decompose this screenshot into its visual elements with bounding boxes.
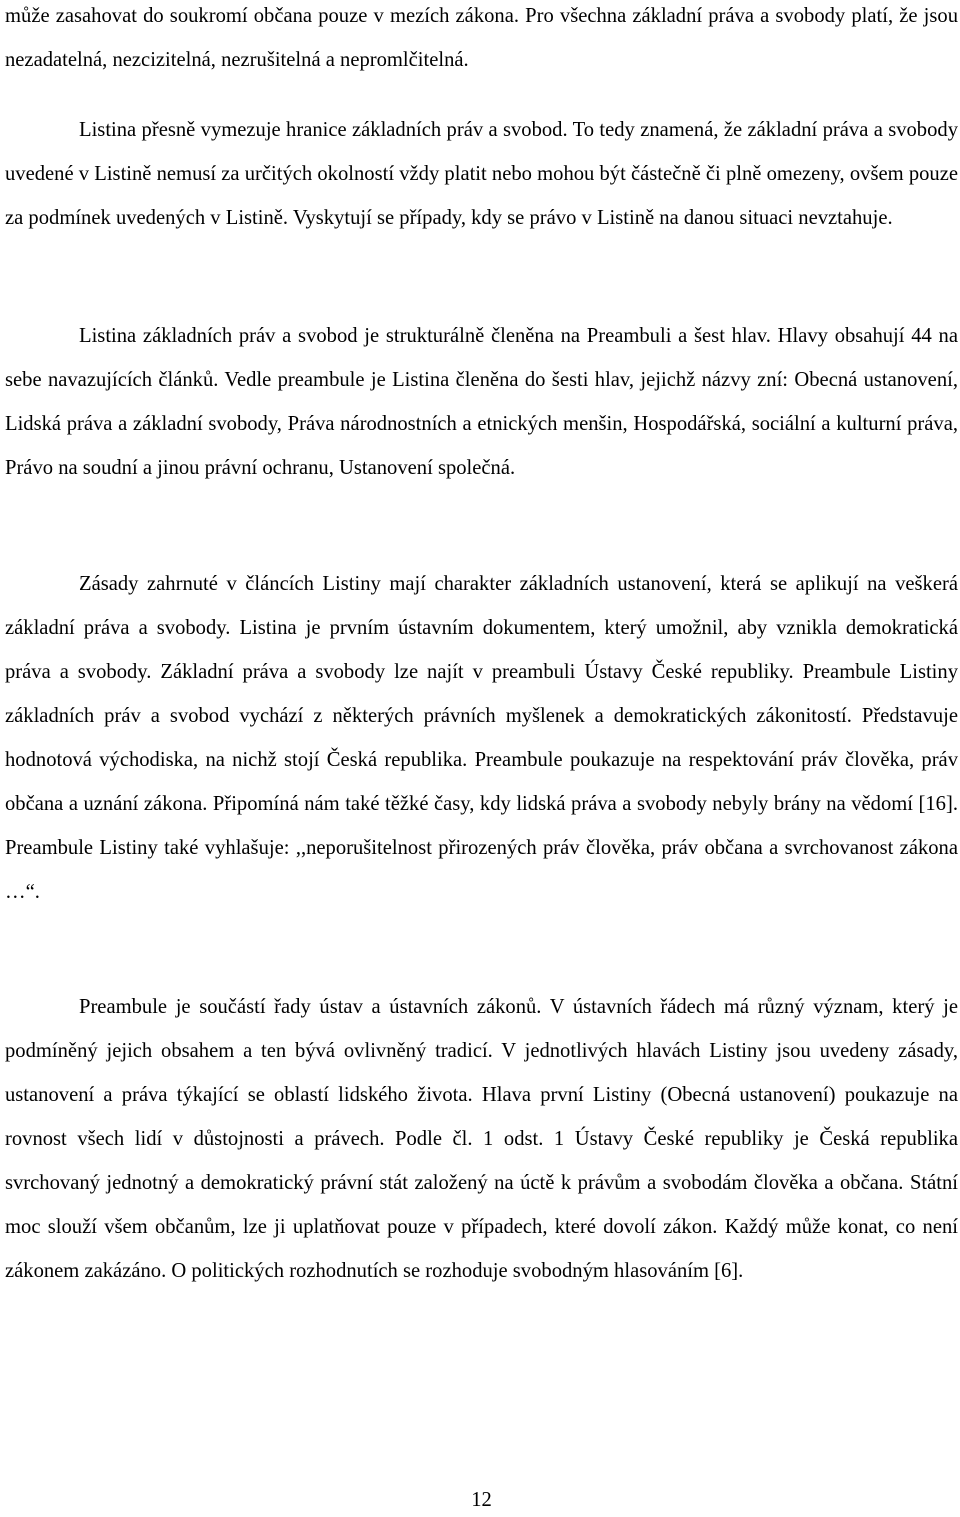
paragraph-continuation: může zasahovat do soukromí občana pouze v mezích zákona. Pro všechna základní práva a svobody platí, že jsou nezadatelná, nezcizitelná, nezrušitelná a nepromlčitelná.	[5, 5, 958, 71]
paragraph-structure-of-charter: Listina základních práv a svobod je strukturálně členěna na Preambuli a šest hlav. Hlavy obsahují 44 na sebe navazujících článků. Vedle preambule je Listina členěna do šesti hlav, jejichž názvy zní: Obecná ustanovení, Lidská práva a základní svobody, Práva národnostních a etnických menšin, Hospodářská, sociální a kulturní práva, Právo na soudní a jinou právní ochranu, Ustanovení společná.	[5, 325, 958, 479]
paragraph-limits-of-rights: Listina přesně vymezuje hranice základních práv a svobod. To tedy znamená, že základní práva a svobody uvedené v Listině nemusí za určitých okolností vždy platit nebo mohou být částečně či plně omezeny, ovšem pouze za podmínek uvedených v Listině. Vyskytují se případy, kdy se právo v Listině na danou situaci nevztahuje.	[5, 119, 958, 229]
document-page	[5, 0, 958, 1517]
page-number: 12	[471, 1489, 492, 1511]
paragraph-principles-and-preamble: Zásady zahrnuté v článcích Listiny mají charakter základních ustanovení, která se aplikují na veškerá základní práva a svobody. Listina je prvním ústavním dokumentem, který umožnil, aby vznikla demokratická práva a svobody. Základní práva a svobody lze najít v preambuli Ústavy České republiky. Preambule Listiny základních práv a svobod vychází z některých právních myšlenek a demokratických zákonitostí. Představuje hodnotová východiska, na nichž stojí Česká republika. Preambule poukazuje na respektování práv člověka, práv občana a uznání zákona. Připomíná nám také těžké časy, kdy lidská práva a svobody nebyly brány na vědomí [16]. Preambule Listiny také vyhlašuje: ,,neporušitelnost přirozených práv člověka, práv občana a svrchovanost zákona …“.	[5, 573, 958, 903]
paragraph-preamble-in-constitutions: Preambule je součástí řady ústav a ústavních zákonů. V ústavních řádech má různý význam, který je podmíněný jejich obsahem a ten bývá ovlivněný tradicí. V jednotlivých hlavách Listiny jsou uvedeny zásady, ustanovení a práva týkající se oblastí lidského života. Hlava první Listiny (Obecná ustanovení) poukazuje na rovnost všech lidí v důstojnosti a právech. Podle čl. 1 odst. 1 Ústavy České republiky je Česká republika svrchovaný jednotný a demokratický právní stát založený na úctě k právům a svobodám člověka a občana. Státní moc slouží všem občanům, lze ji uplatňovat pouze v případech, které dovolí zákon. Každý může konat, co není zákonem zakázáno. O politických rozhodnutích se rozhoduje svobodným hlasováním [6].	[5, 996, 958, 1282]
